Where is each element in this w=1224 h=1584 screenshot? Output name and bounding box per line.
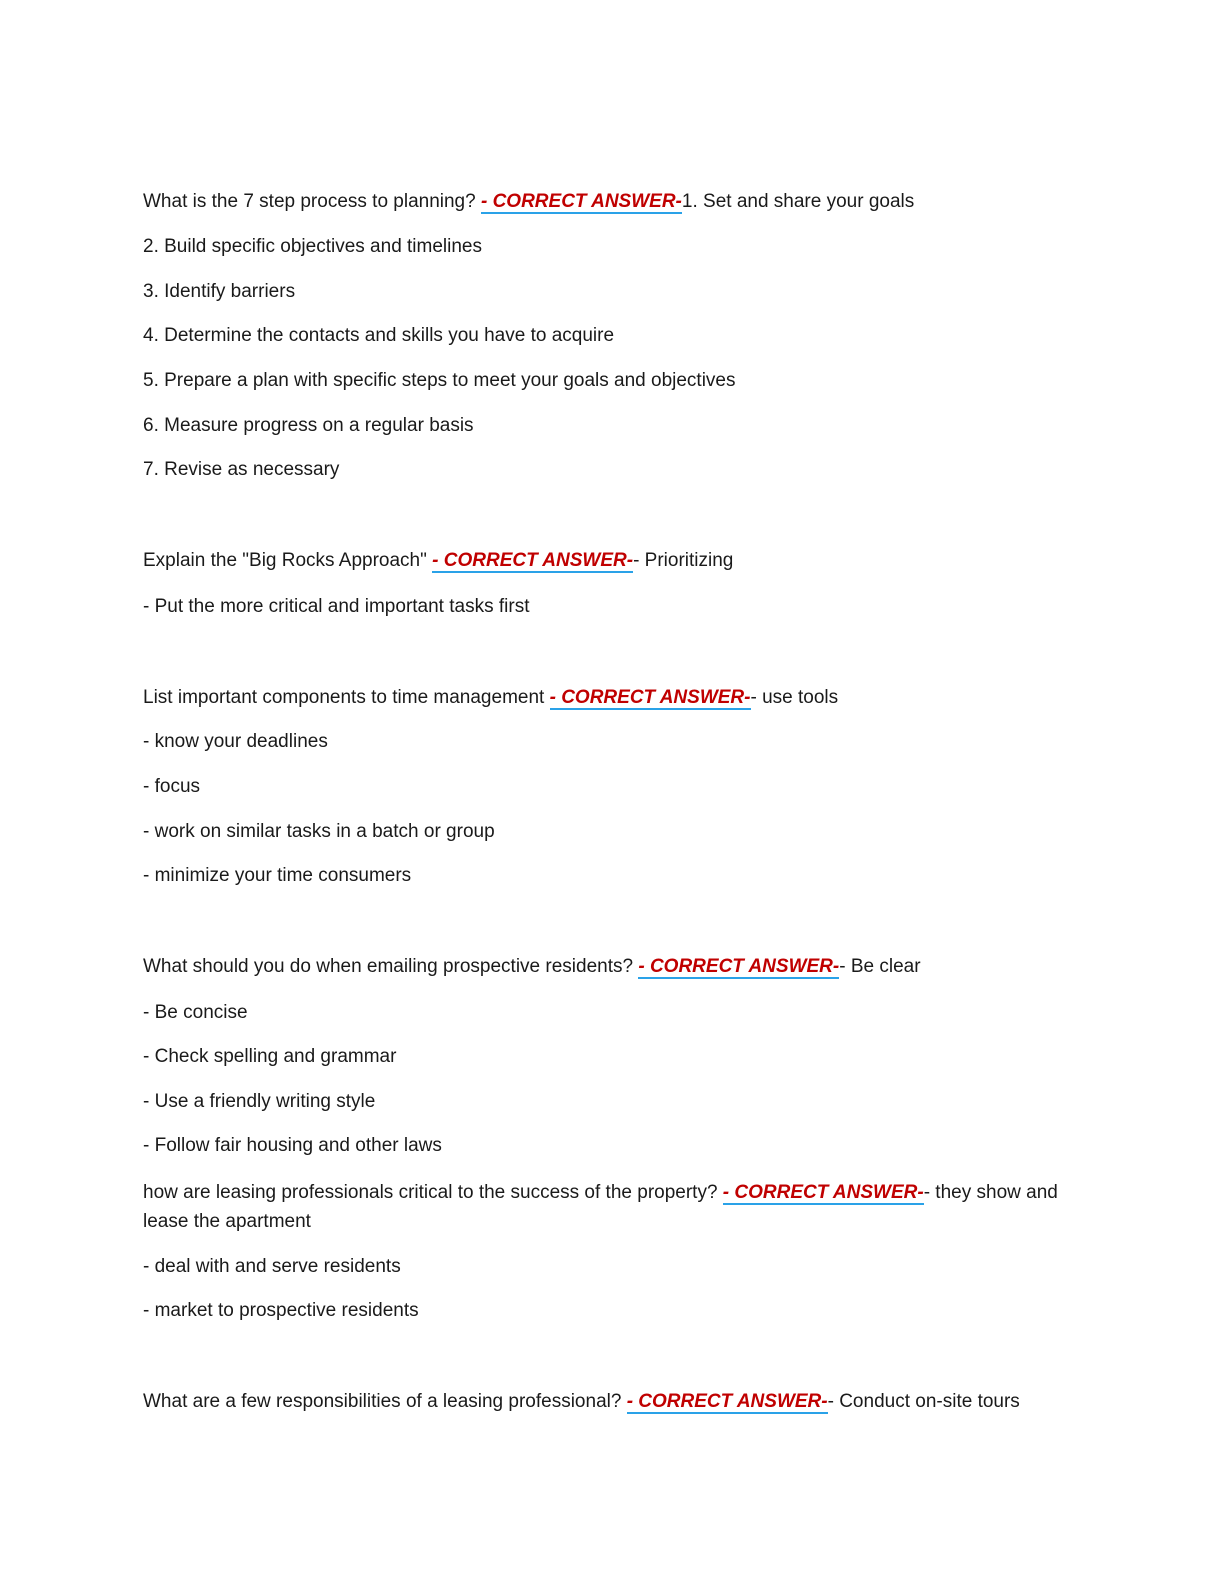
answer-text: - Prioritizing [633,550,734,571]
question-text: how are leasing professionals critical to the success of the property? [143,1182,723,1203]
question-2 [143,546,1083,575]
answer-text: - Conduct on-site tours [827,1391,1020,1412]
correct-answer-tag: - CORRECT ANSWER- [722,1182,924,1203]
answer-line: - Follow fair housing and other laws [143,1135,442,1156]
answer-line: - Check spelling and grammar [143,1046,397,1067]
answer-line: 3. Identify barriers [143,281,296,302]
answer-line: 2. Build specific objectives and timelines [143,236,483,257]
question-text: What are a few responsibilities of a leasing professional? [143,1391,627,1412]
answer-text: - they show and lease the apartment [143,1182,1058,1232]
answer-line: - deal with and serve residents [143,1256,401,1277]
correct-answer-tag: - CORRECT ANSWER- [480,191,682,212]
answer-line: 4. Determine the contacts and skills you have to acquire [143,325,615,346]
answer-line: - market to prospective residents [143,1300,419,1321]
answer-line: - minimize your time consumers [143,865,412,886]
answer-text: - Be clear [839,956,921,977]
answer-line: - Put the more critical and important tasks first [143,596,530,617]
answer-line: 6. Measure progress on a regular basis [143,415,474,436]
correct-answer-tag: - CORRECT ANSWER- [638,956,840,977]
answer-line: - Be concise [143,1002,248,1023]
question-text: What should you do when emailing prospective residents? [143,956,639,977]
answer-line: - focus [143,776,201,797]
correct-answer-tag: - CORRECT ANSWER- [626,1391,828,1412]
question-text: Explain the "Big Rocks Approach" [143,550,433,571]
question-text: What is the 7 step process to planning? [143,191,481,212]
answer-text: 1. Set and share your goals [681,191,915,212]
answer-line: - work on similar tasks in a batch or group [143,821,495,842]
question-text: List important components to time management [143,687,550,708]
question-4 [143,952,1083,981]
question-3 [143,683,1083,712]
correct-answer-tag: - CORRECT ANSWER- [549,687,751,708]
question-6 [143,1387,1083,1416]
answer-line: - Use a friendly writing style [143,1091,376,1112]
answer-line: - know your deadlines [143,731,328,752]
answer-text: - use tools [750,687,839,708]
answer-line: 5. Prepare a plan with specific steps to meet your goals and objectives [143,370,736,391]
question-5 [143,1178,1083,1236]
answer-line: 7. Revise as necessary [143,459,340,480]
correct-answer-tag: - CORRECT ANSWER- [432,550,634,571]
question-1 [143,187,1083,216]
